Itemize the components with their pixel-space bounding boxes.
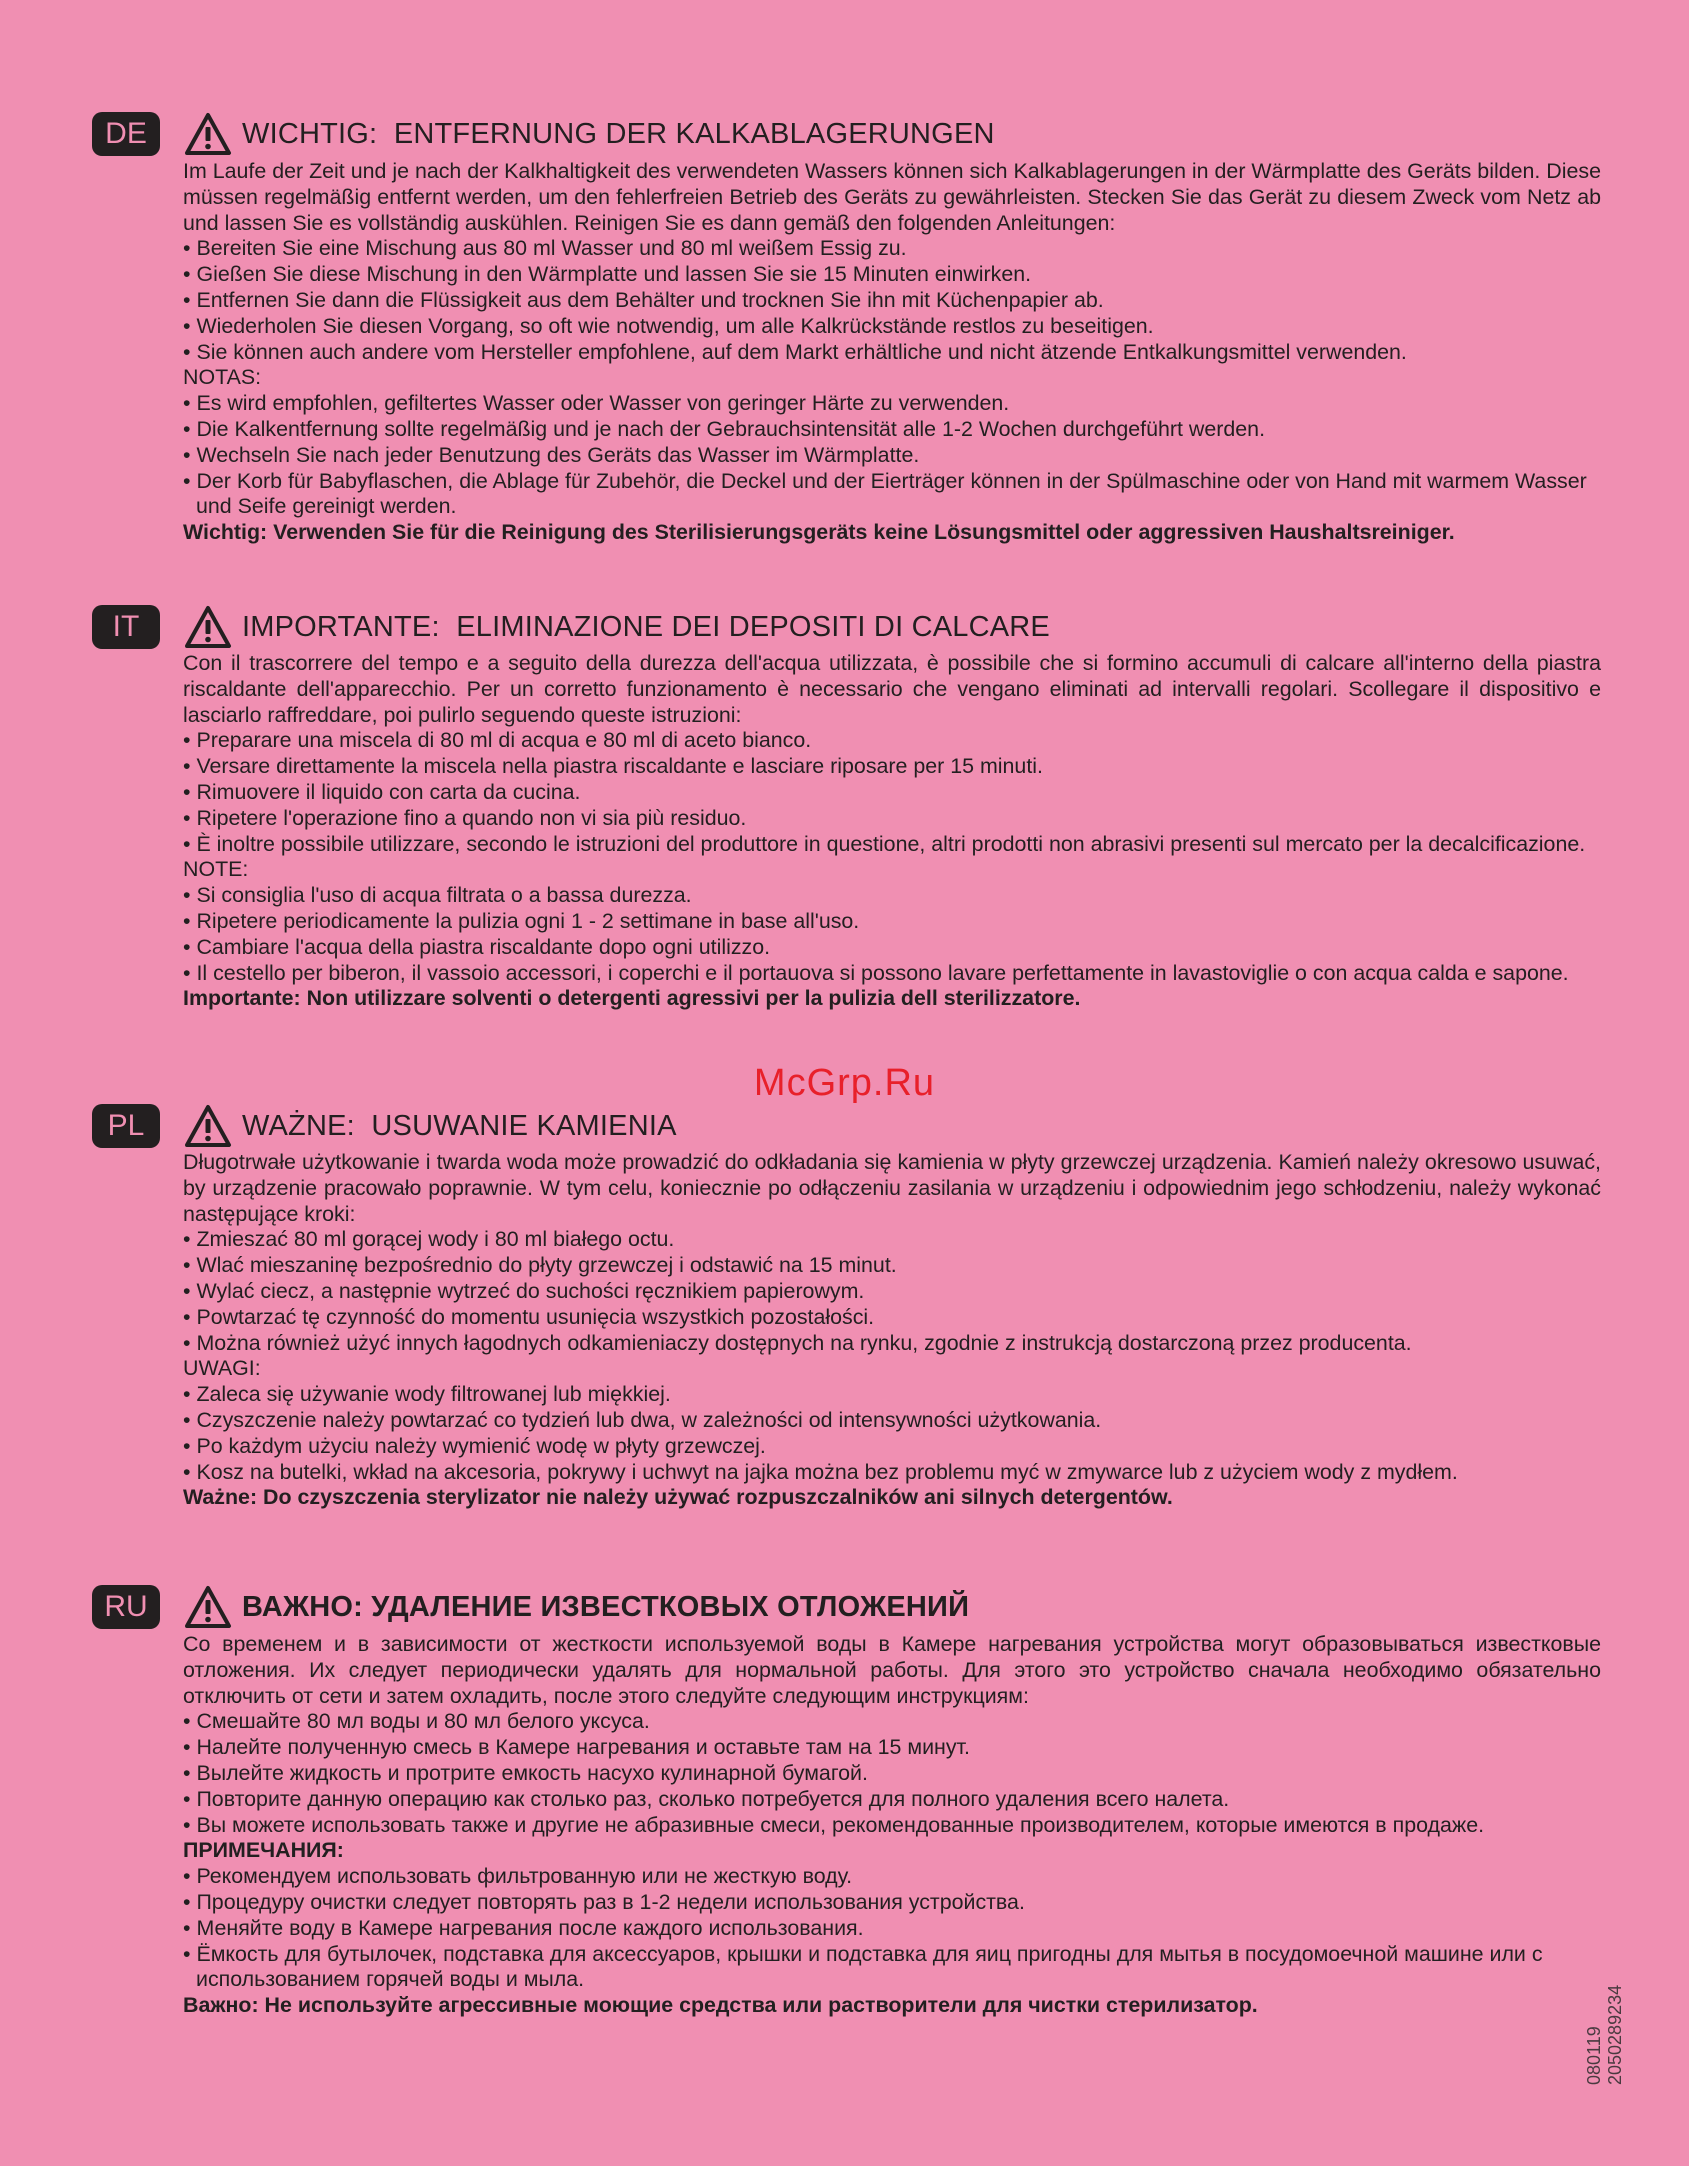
list-item: • Versare direttamente la miscela nella piastra riscaldante e lasciare riposare per 15 minuti. — [183, 754, 1601, 780]
watermark: McGrp.Ru — [753, 1062, 936, 1104]
list-item: • Gießen Sie diese Mischung in den Wärmplatte und lassen Sie sie 15 Minuten einwirken. — [183, 262, 1601, 288]
list-item: • Kosz na butelki, wkład na akcesoria, pokrywy i uchwyt na jajka można bez problemu myć w zmywarce lub z użyciem wody z mydłem. — [183, 1460, 1601, 1486]
section-title-pl: WAŻNE: USUWANIE KAMIENIA — [242, 1109, 677, 1142]
list-item: • Cambiare l'acqua della piastra riscaldante dopo ogni utilizzo. — [183, 935, 1601, 961]
intro-text: Со временем и в зависимости от жесткости используемой воды в Камере нагревания устройства могут образовываться известковые отложения. Их следует периодически удалять для нормальной работы. Для этого это устройство сначала необходимо обязательно отключить от сети и затем охладить, после этого следуйте следующим инструкциям: — [183, 1632, 1601, 1708]
list-item: • Вы можете использовать также и другие не абразивные смеси, рекомендованные производителем, которые имеются в продаже. — [183, 1813, 1601, 1839]
list-item: • Można również użyć innych łagodnych odkamieniaczy dostępnych na rynku, zgodnie z instrukcją dostarczoną przez producenta. — [183, 1331, 1601, 1357]
list-item: • Wechseln Sie nach jeder Benutzung des Geräts das Wasser im Wärmplatte. — [183, 443, 1601, 469]
list-item: • Вылейте жидкость и протрите емкость насухо кулинарной бумагой. — [183, 1761, 1601, 1787]
list-item: • Wlać mieszaninę bezpośrednio do płyty grzewczej i odstawić na 15 minut. — [183, 1253, 1601, 1279]
list-item: • Ripetere l'operazione fino a quando non vi sia più residuo. — [183, 806, 1601, 832]
list-item: • Po każdym użyciu należy wymienić wodę w płyty grzewczej. — [183, 1434, 1601, 1460]
list-item: • Ёмкость для бутылочек, подставка для аксессуаров, крышки и подставка для яиц пригодны для мытья в посудомоечной машине или с использованием горячей воды и мыла. — [183, 1942, 1601, 1994]
list-item: • Wiederholen Sie diesen Vorgang, so oft wie notwendig, um alle Kalkrückstände restlos zu beseitigen. — [183, 314, 1601, 340]
list-item: • Wylać ciecz, a następnie wytrzeć do suchości ręcznikiem papierowym. — [183, 1279, 1601, 1305]
warning-icon — [184, 112, 232, 156]
important-note: Ważne: Do czyszczenia sterylizator nie należy używać rozpuszczalników ani silnych detergentów. — [183, 1485, 1173, 1510]
list-item: • Меняйте воду в Камере нагревания после каждого использования. — [183, 1916, 1601, 1942]
list-item: • È inoltre possibile utilizzare, secondo le istruzioni del produttore in questione, altri prodotti non abrasivi presenti sul mercato per la decalcificazione. — [183, 832, 1601, 858]
list-item: • Rimuovere il liquido con carta da cucina. — [183, 780, 1601, 806]
steps-list — [183, 236, 1601, 365]
list-item: • Zmieszać 80 ml gorącej wody i 80 ml białego octu. — [183, 1227, 1601, 1253]
list-item: • Es wird empfohlen, gefiltertes Wasser oder Wasser von geringer Härte zu verwenden. — [183, 391, 1601, 417]
section-body-it — [183, 651, 1601, 1012]
steps-list — [183, 1709, 1601, 1838]
section-heading-ru — [184, 1583, 969, 1631]
section-title-de: WICHTIG: ENTFERNUNG DER KALKABLAGERUNGEN — [242, 117, 995, 150]
section-body-pl — [183, 1150, 1601, 1511]
warning-icon — [184, 605, 232, 649]
notes-title: NOTE: — [183, 857, 249, 882]
document-code-line-1: 080119 — [1584, 2026, 1604, 2085]
list-item: • Процедуру очистки следует повторять раз в 1-2 недели использования устройства. — [183, 1890, 1601, 1916]
notes-list — [183, 1382, 1601, 1485]
list-item: • Zaleca się używanie wody filtrowanej lub miękkiej. — [183, 1382, 1601, 1408]
list-item: • Preparare una miscela di 80 ml di acqua e 80 ml di aceto bianco. — [183, 728, 1601, 754]
important-note: Wichtig: Verwenden Sie für die Reinigung des Sterilisierungsgeräts keine Lösungsmittel oder aggressiven Haushaltsreiniger. — [183, 520, 1455, 545]
important-note: Importante: Non utilizzare solventi o detergenti agressivi per la pulizia dell sterilizzatore. — [183, 986, 1081, 1011]
notes-list — [183, 1864, 1601, 1993]
section-heading-it — [184, 603, 1050, 651]
important-note: Важно: Не используйте агрессивные моющие средства или растворители для чистки стерилизатор. — [183, 1993, 1258, 2018]
warning-icon — [184, 1585, 232, 1629]
list-item: • Смешайте 80 мл воды и 80 мл белого уксуса. — [183, 1709, 1601, 1735]
document-code-line-2: 2050289234 — [1605, 1984, 1625, 2085]
intro-text: Długotrwałe użytkowanie i twarda woda może prowadzić do odkładania się kamienia w płyty grzewczej urządzenia. Kamień należy okresowo usuwać, by urządzenie pracowało poprawnie. W tym celu, koniecznie po odłączeniu zasilania w urządzeniu i odpowiednim jego schłodzeniu, należy wykonać następujące kroki: — [183, 1150, 1601, 1226]
list-item: • Налейте полученную смесь в Камере нагревания и оставьте там на 15 минут. — [183, 1735, 1601, 1761]
document-code — [1584, 1985, 1626, 2085]
list-item: • Der Korb für Babyflaschen, die Ablage für Zubehör, die Deckel und der Eierträger können in der Spülmaschine oder von Hand mit warmem Wasser und Seife gereinigt werden. — [183, 469, 1601, 521]
list-item: • Czyszczenie należy powtarzać co tydzień lub dwa, w zależności od intensywności użytkowania. — [183, 1408, 1601, 1434]
steps-list — [183, 728, 1601, 857]
notes-title: NOTAS: — [183, 365, 262, 390]
notes-title: UWAGI: — [183, 1356, 261, 1381]
list-item: • Bereiten Sie eine Mischung aus 80 ml Wasser und 80 ml weißem Essig zu. — [183, 236, 1601, 262]
list-item: • Il cestello per biberon, il vassoio accessori, i coperchi e il portauova si possono lavare perfettamente in lavastoviglie o con acqua calda e sapone. — [183, 961, 1601, 987]
list-item: • Повторите данную операцию как столько раз, сколько потребуется для полного удаления всего налета. — [183, 1787, 1601, 1813]
notes-title: ПРИМЕЧАНИЯ: — [183, 1838, 344, 1863]
section-body-ru — [183, 1632, 1601, 2019]
list-item: • Рекомендуем использовать фильтрованную или не жесткую воду. — [183, 1864, 1601, 1890]
notes-list — [183, 391, 1601, 520]
list-item: • Ripetere periodicamente la pulizia ogni 1 - 2 settimane in base all'uso. — [183, 909, 1601, 935]
lang-badge-ru: RU — [92, 1585, 160, 1629]
lang-badge-it: IT — [92, 605, 160, 649]
lang-badge-de: DE — [92, 112, 160, 156]
intro-text: Con il trascorrere del tempo e a seguito della durezza dell'acqua utilizzata, è possibile che si formino accumuli di calcare all'interno della piastra riscaldante dell'apparecchio. Per un corretto funzionamento è necessario che vengano eliminati ad intervalli regolari. Scollegare il dispositivo e lasciarlo raffreddare, poi pulirlo seguendo queste istruzioni: — [183, 651, 1601, 727]
list-item: • Die Kalkentfernung sollte regelmäßig und je nach der Gebrauchsintensität alle 1-2 Wochen durchgeführt werden. — [183, 417, 1601, 443]
section-title-it: IMPORTANTE: ELIMINAZIONE DEI DEPOSITI DI CALCARE — [242, 610, 1050, 643]
list-item: • Entfernen Sie dann die Flüssigkeit aus dem Behälter und trocknen Sie ihn mit Küchenpapier ab. — [183, 288, 1601, 314]
intro-text: Im Laufe der Zeit und je nach der Kalkhaltigkeit des verwendeten Wassers können sich Kalkablagerungen in der Wärmplatte des Geräts bilden. Diese müssen regelmäßig entfernt werden, um den fehlerfreien Betrieb des Geräts zu gewährleisten. Stecken Sie das Gerät zu diesem Zweck vom Netz ab und lassen Sie es vollständig auskühlen. Reinigen Sie es dann gemäß den folgenden Anleitungen: — [183, 159, 1601, 235]
section-heading-de — [184, 110, 995, 158]
lang-badge-pl: PL — [92, 1104, 160, 1148]
list-item: • Si consiglia l'uso di acqua filtrata o a bassa durezza. — [183, 883, 1601, 909]
list-item: • Sie können auch andere vom Hersteller empfohlene, auf dem Markt erhältliche und nicht ätzende Entkalkungsmittel verwenden. — [183, 340, 1601, 366]
list-item: • Powtarzać tę czynność do momentu usunięcia wszystkich pozostałości. — [183, 1305, 1601, 1331]
notes-list — [183, 883, 1601, 986]
section-title-ru: ВАЖНО: УДАЛЕНИЕ ИЗВЕСТКОВЫХ ОТЛОЖЕНИЙ — [242, 1590, 970, 1623]
section-body-de — [183, 159, 1601, 546]
warning-icon — [184, 1104, 232, 1148]
steps-list — [183, 1227, 1601, 1356]
section-heading-pl — [184, 1102, 677, 1150]
